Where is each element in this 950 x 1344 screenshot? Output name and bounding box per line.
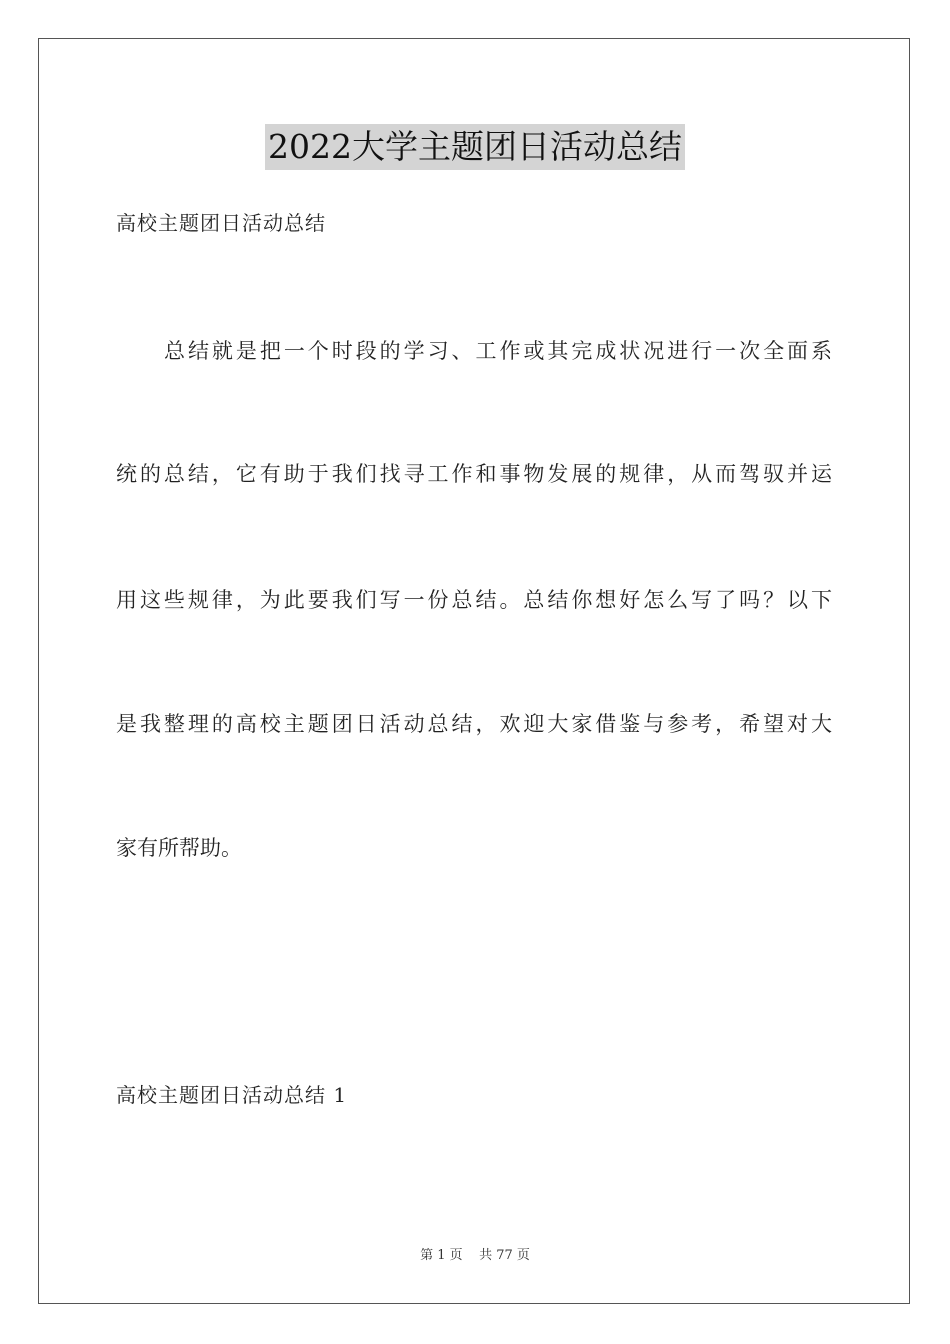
section-heading: 高校主题团日活动总结 1 <box>116 1083 348 1107</box>
document-title <box>0 124 950 170</box>
intro-paragraph-line: 统的总结，它有助于我们找寻工作和事物发展的规律，从而驾驭并运 <box>116 462 832 486</box>
intro-paragraph-line: 用这些规律，为此要我们写一份总结。总结你想好怎么写了吗？以下 <box>116 588 832 612</box>
document-subtitle: 高校主题团日活动总结 <box>116 211 326 235</box>
document-title-text: 2022大学主题团日活动总结 <box>265 124 685 170</box>
page-footer <box>0 1246 950 1266</box>
intro-paragraph-line: 家有所帮助。 <box>116 836 242 860</box>
intro-paragraph-line: 是我整理的高校主题团日活动总结，欢迎大家借鉴与参考，希望对大 <box>116 712 832 736</box>
intro-paragraph-line: 总结就是把一个时段的学习、工作或其完成状况进行一次全面系 <box>164 339 832 363</box>
page-number-label: 第 1 页 共 77 页 <box>420 1248 530 1263</box>
